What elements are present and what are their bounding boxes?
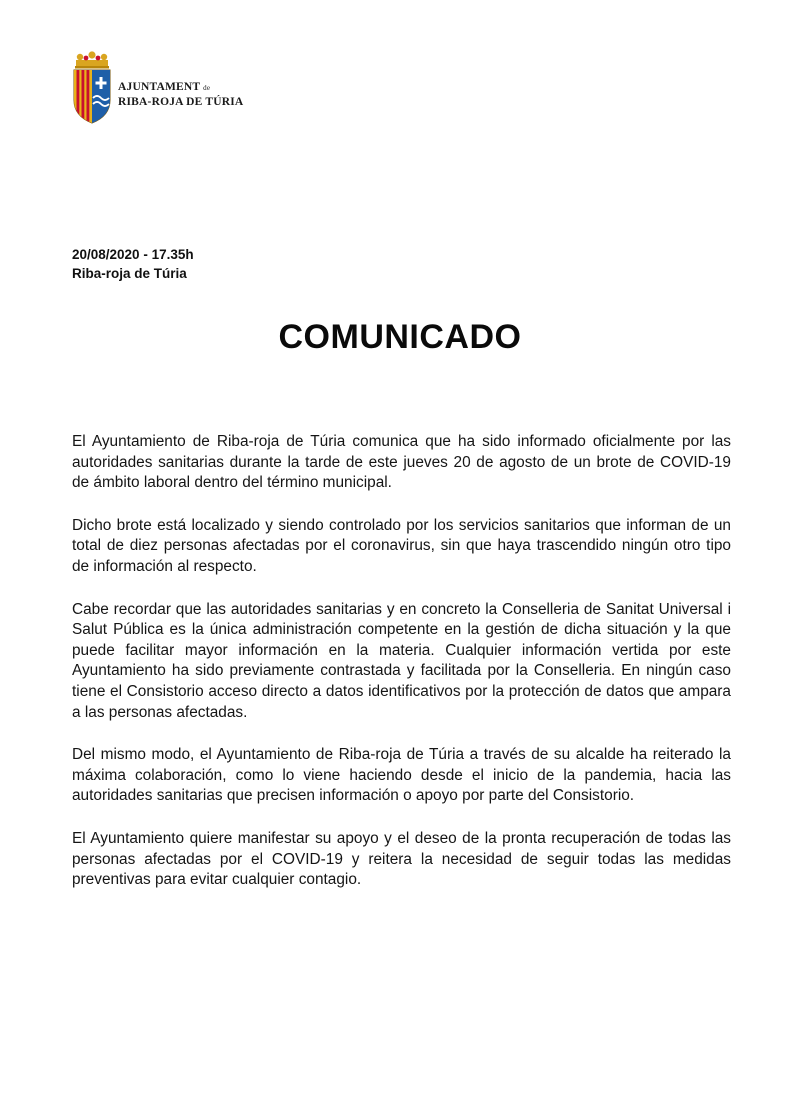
place: Riba-roja de Túria	[72, 266, 187, 281]
logo-line-1	[118, 80, 243, 95]
paragraph-5: El Ayuntamiento quiere manifestar su apoyo y el deseo de la pronta recuperación de todas las personas afectadas por el COVID-19 y reitera la necesidad de seguir todas las medidas preventivas para evitar cualquier contagio.	[72, 829, 731, 889]
paragraph-2: Dicho brote está localizado y siendo controlado por los servicios sanitarios que informan de un total de diez personas afectadas por el coronavirus, sin que haya trascendido ningún otro tipo de información al respecto.	[72, 516, 731, 575]
date-time: 20/08/2020 - 17.35h	[72, 247, 194, 262]
statement-body	[72, 432, 731, 913]
coat-of-arms-icon	[70, 50, 114, 125]
paragraph-4: Del mismo modo, el Ayuntamiento de Riba-roja de Túria a través de su alcalde ha reiterado la máxima colaboración, como lo viene haciendo desde el inicio de la pandemia, hacia las autoridades sanitarias que precisen información o apoyo por parte del Consistorio.	[72, 746, 731, 805]
page-title: COMUNICADO	[278, 318, 522, 356]
logo-wordmark	[118, 80, 243, 109]
paragraph-3: Cabe recordar que las autoridades sanitarias y en concreto la Conselleria de Sanitat Universal i Salut Pública es la única administración competente en la gestión de dicha situación y la que puede facilitar mayor información en la materia. Cualquier información vertida por este Ayuntamiento ha sido previamente contrastada y facilitada por la Conselleria. En ningún caso tiene el Consistorio acceso directo a datos identificativos por la protección de datos que ampara a las personas afectadas.	[72, 600, 731, 721]
paragraph-1: El Ayuntamiento de Riba-roja de Túria comunica que ha sido informado oficialmente por las autoridades sanitarias durante la tarde de este jueves 20 de agosto de un brote de COVID-19 de ámbito laboral dentro del término municipal.	[72, 433, 731, 492]
document-meta	[72, 245, 194, 283]
municipal-logo	[70, 50, 260, 125]
logo-de-text: de	[203, 84, 211, 92]
logo-ajuntament-text: AJUNTAMENT	[118, 81, 201, 93]
logo-line-2: RIBA-ROJA DE TÚRIA	[118, 96, 244, 108]
